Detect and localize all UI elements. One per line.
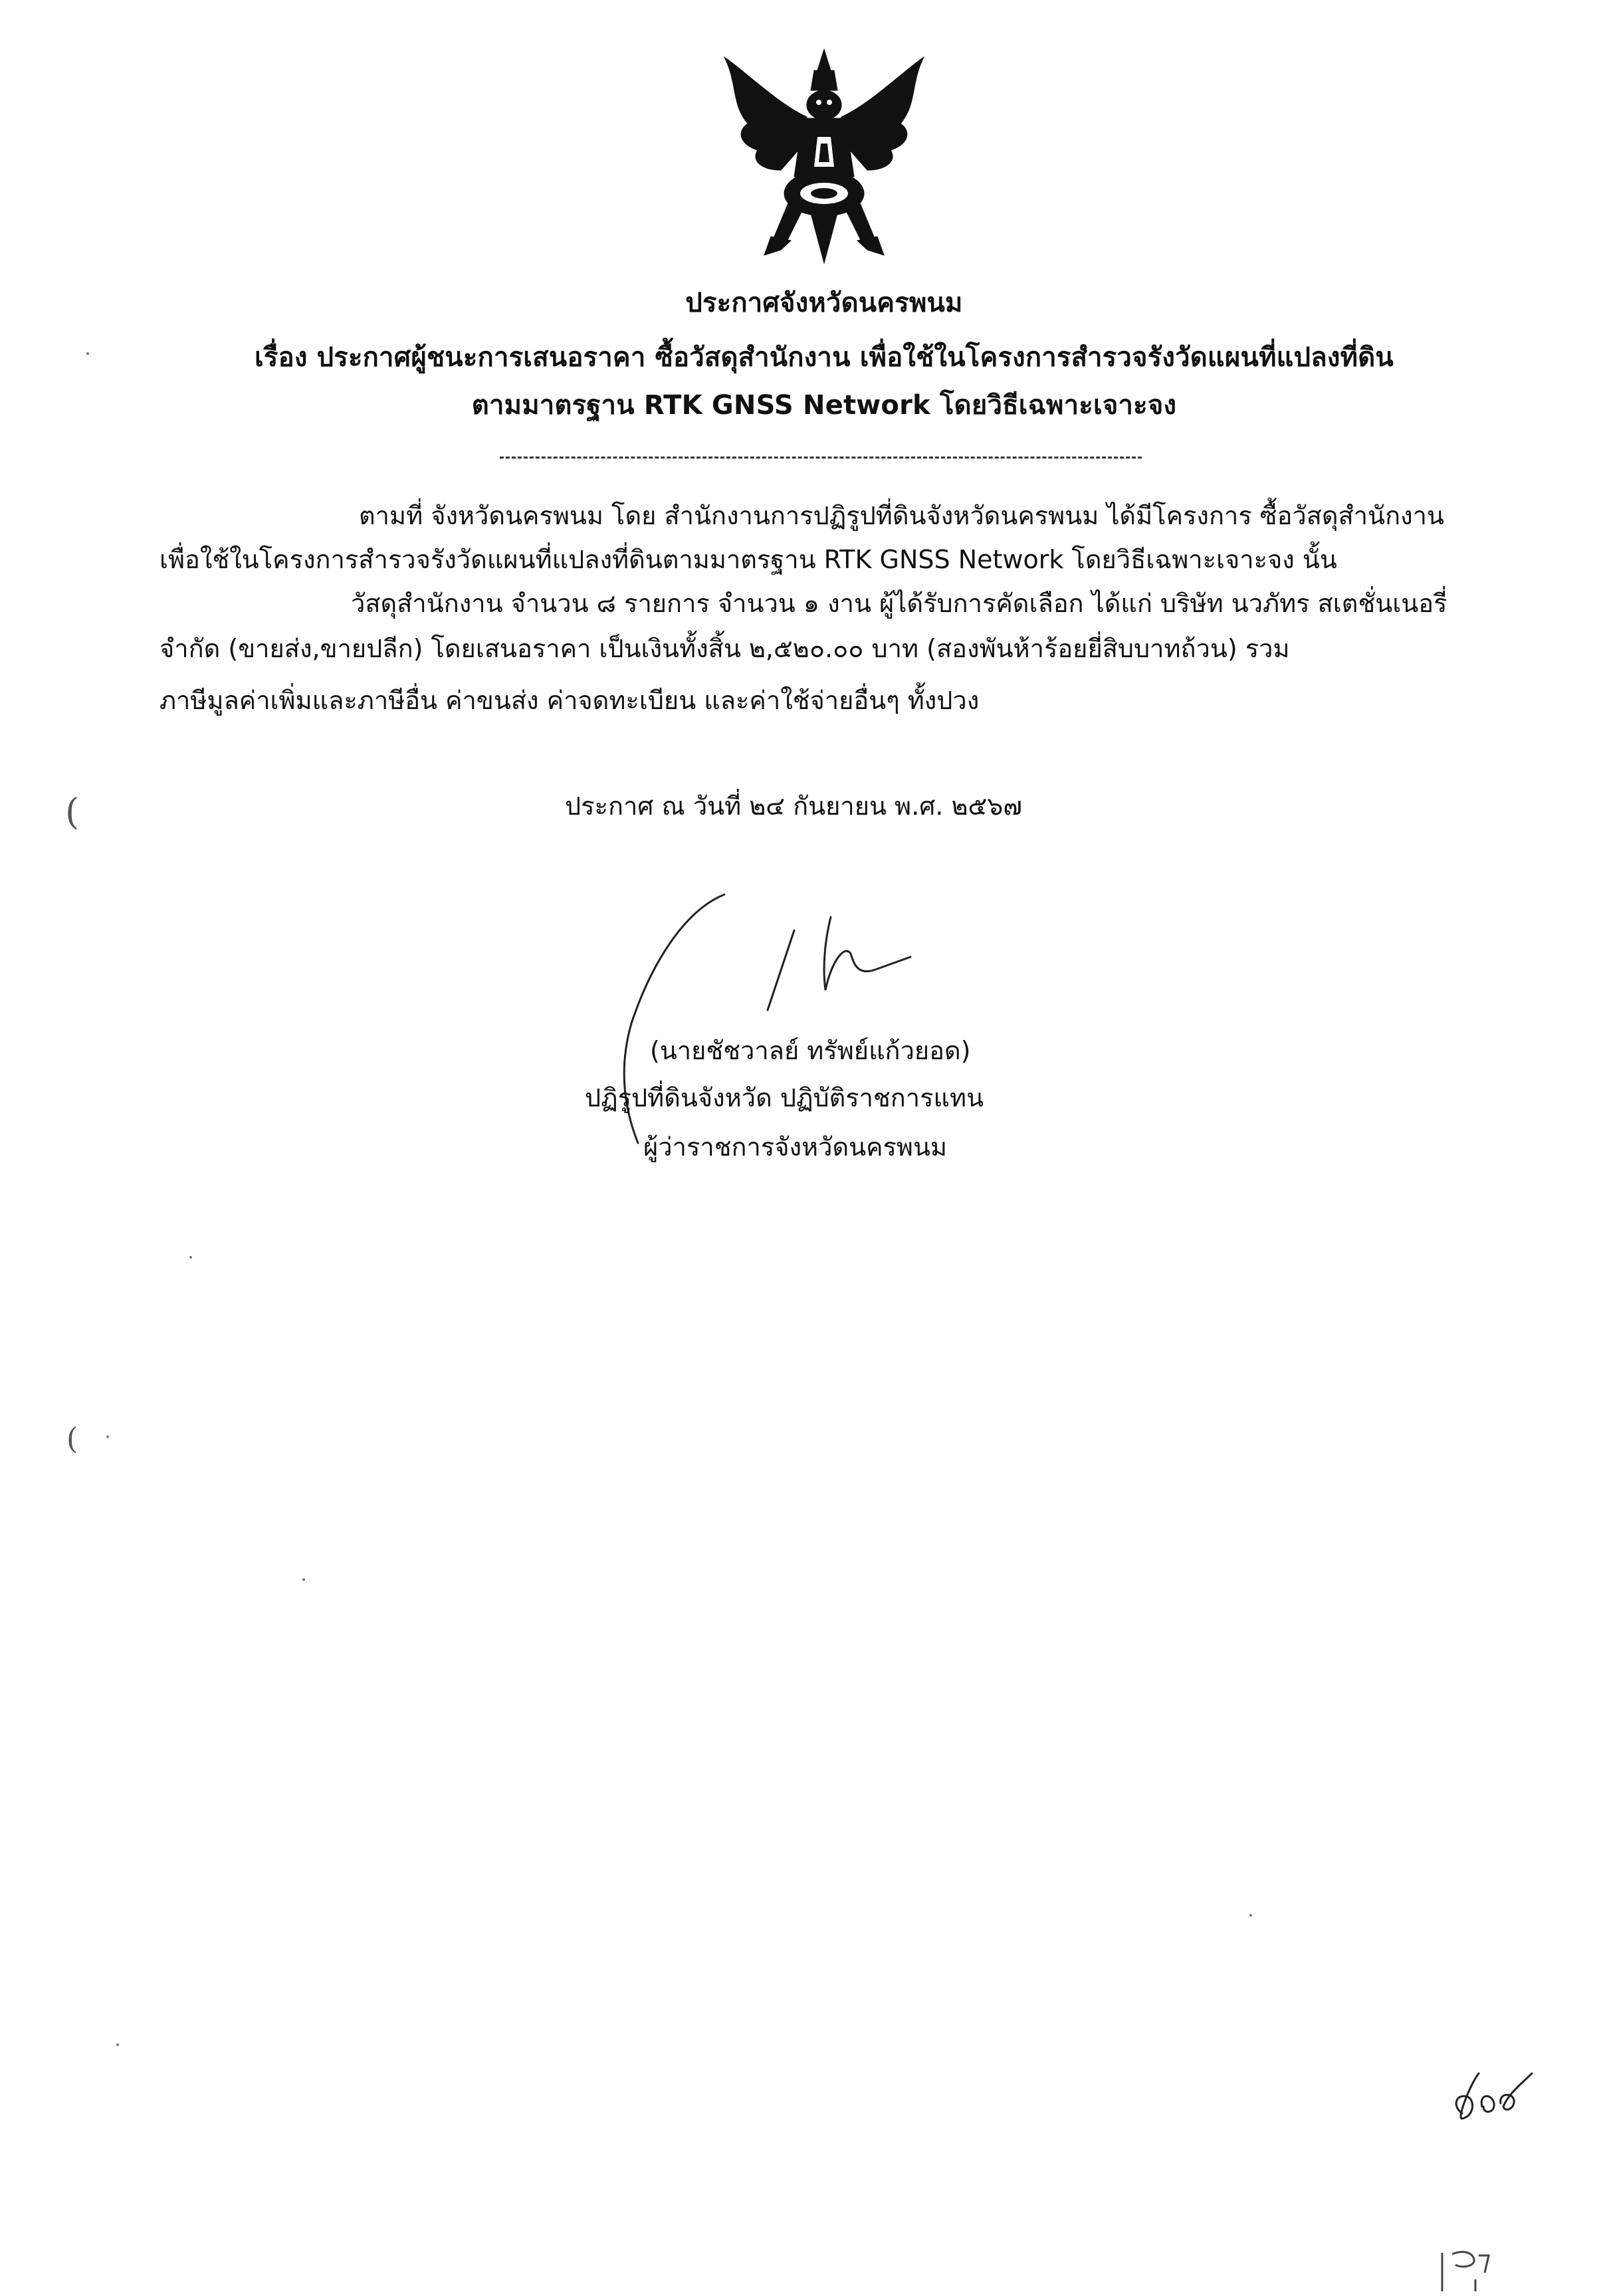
body-line-4: จำกัด (ขายส่ง,ขายปลีก) โดยเสนอราคา เป็นเงินทั้งสิ้น ๒,๕๒๐.๐๐ บาท (สองพันห้าร้อยยี่สิบบาทถ้วน) รวม — [160, 634, 1290, 663]
margin-hole-mark: ( — [65, 791, 80, 833]
signatory-position-1: ปฏิรูปที่ดินจังหวัด ปฏิบัติราชการแทน — [585, 1083, 984, 1112]
scan-speck — [106, 1435, 109, 1438]
announcement-title: ประกาศจังหวัดนครพนม — [685, 288, 963, 318]
announcement-date: ประกาศ ณ วันที่ ๒๔ กันยายน พ.ศ. ๒๕๖๗ — [565, 791, 1022, 821]
signatory-name: (นายชัชวาลย์ ทรัพย์แก้วยอด) — [650, 1036, 971, 1065]
scan-speck — [1249, 1914, 1252, 1917]
scan-speck — [116, 2043, 119, 2046]
handwritten-page-number — [1442, 2067, 1542, 2127]
body-line-3: วัสดุสำนักงาน จำนวน ๘ รายการ จำนวน ๑ งาน ผู้ได้รับการคัดเลือก ได้แก่ บริษัท นวภัทร สเตชั่นเนอรี่ — [351, 589, 1447, 618]
scan-speck — [302, 1578, 305, 1581]
subject-line-2: ตามมาตรฐาน RTK GNSS Network โดยวิธีเฉพาะเจาะจง — [471, 390, 1177, 421]
body-line-5: ภาษีมูลค่าเพิ่มและภาษีอื่น ค่าขนส่ง ค่าจดทะเบียน และค่าใช้จ่ายอื่นๆ ทั้งปวง — [160, 686, 980, 715]
margin-hole-mark: ( — [66, 1422, 78, 1456]
scan-speck — [86, 352, 89, 355]
handwritten-signature — [611, 890, 924, 1170]
scan-speck — [189, 1256, 192, 1259]
corner-stamp — [1436, 2246, 1495, 2293]
signatory-position-2: ผู้ว่าราชการจังหวัดนครพนม — [643, 1132, 948, 1162]
body-line-1: ตามที่ จังหวัดนครพนม โดย สำนักงานการปฏิรูปที่ดินจังหวัดนครพนม ได้มีโครงการ ซื้อวัสดุสำนักงาน — [359, 501, 1444, 530]
garuda-emblem-icon — [718, 44, 930, 270]
separator-rule — [500, 457, 1142, 459]
body-line-2: เพื่อใช้ในโครงการสำรวจรังวัดแผนที่แปลงที่ดินตามมาตรฐาน RTK GNSS Network โดยวิธีเฉพาะเจาะจง นั้น — [160, 545, 1337, 574]
subject-line-1: เรื่อง ประกาศผู้ชนะการเสนอราคา ซื้อวัสดุสำนักงาน เพื่อใช้ในโครงการสำรวจรังวัดแผนที่แปลงที่ดิน — [255, 342, 1394, 373]
